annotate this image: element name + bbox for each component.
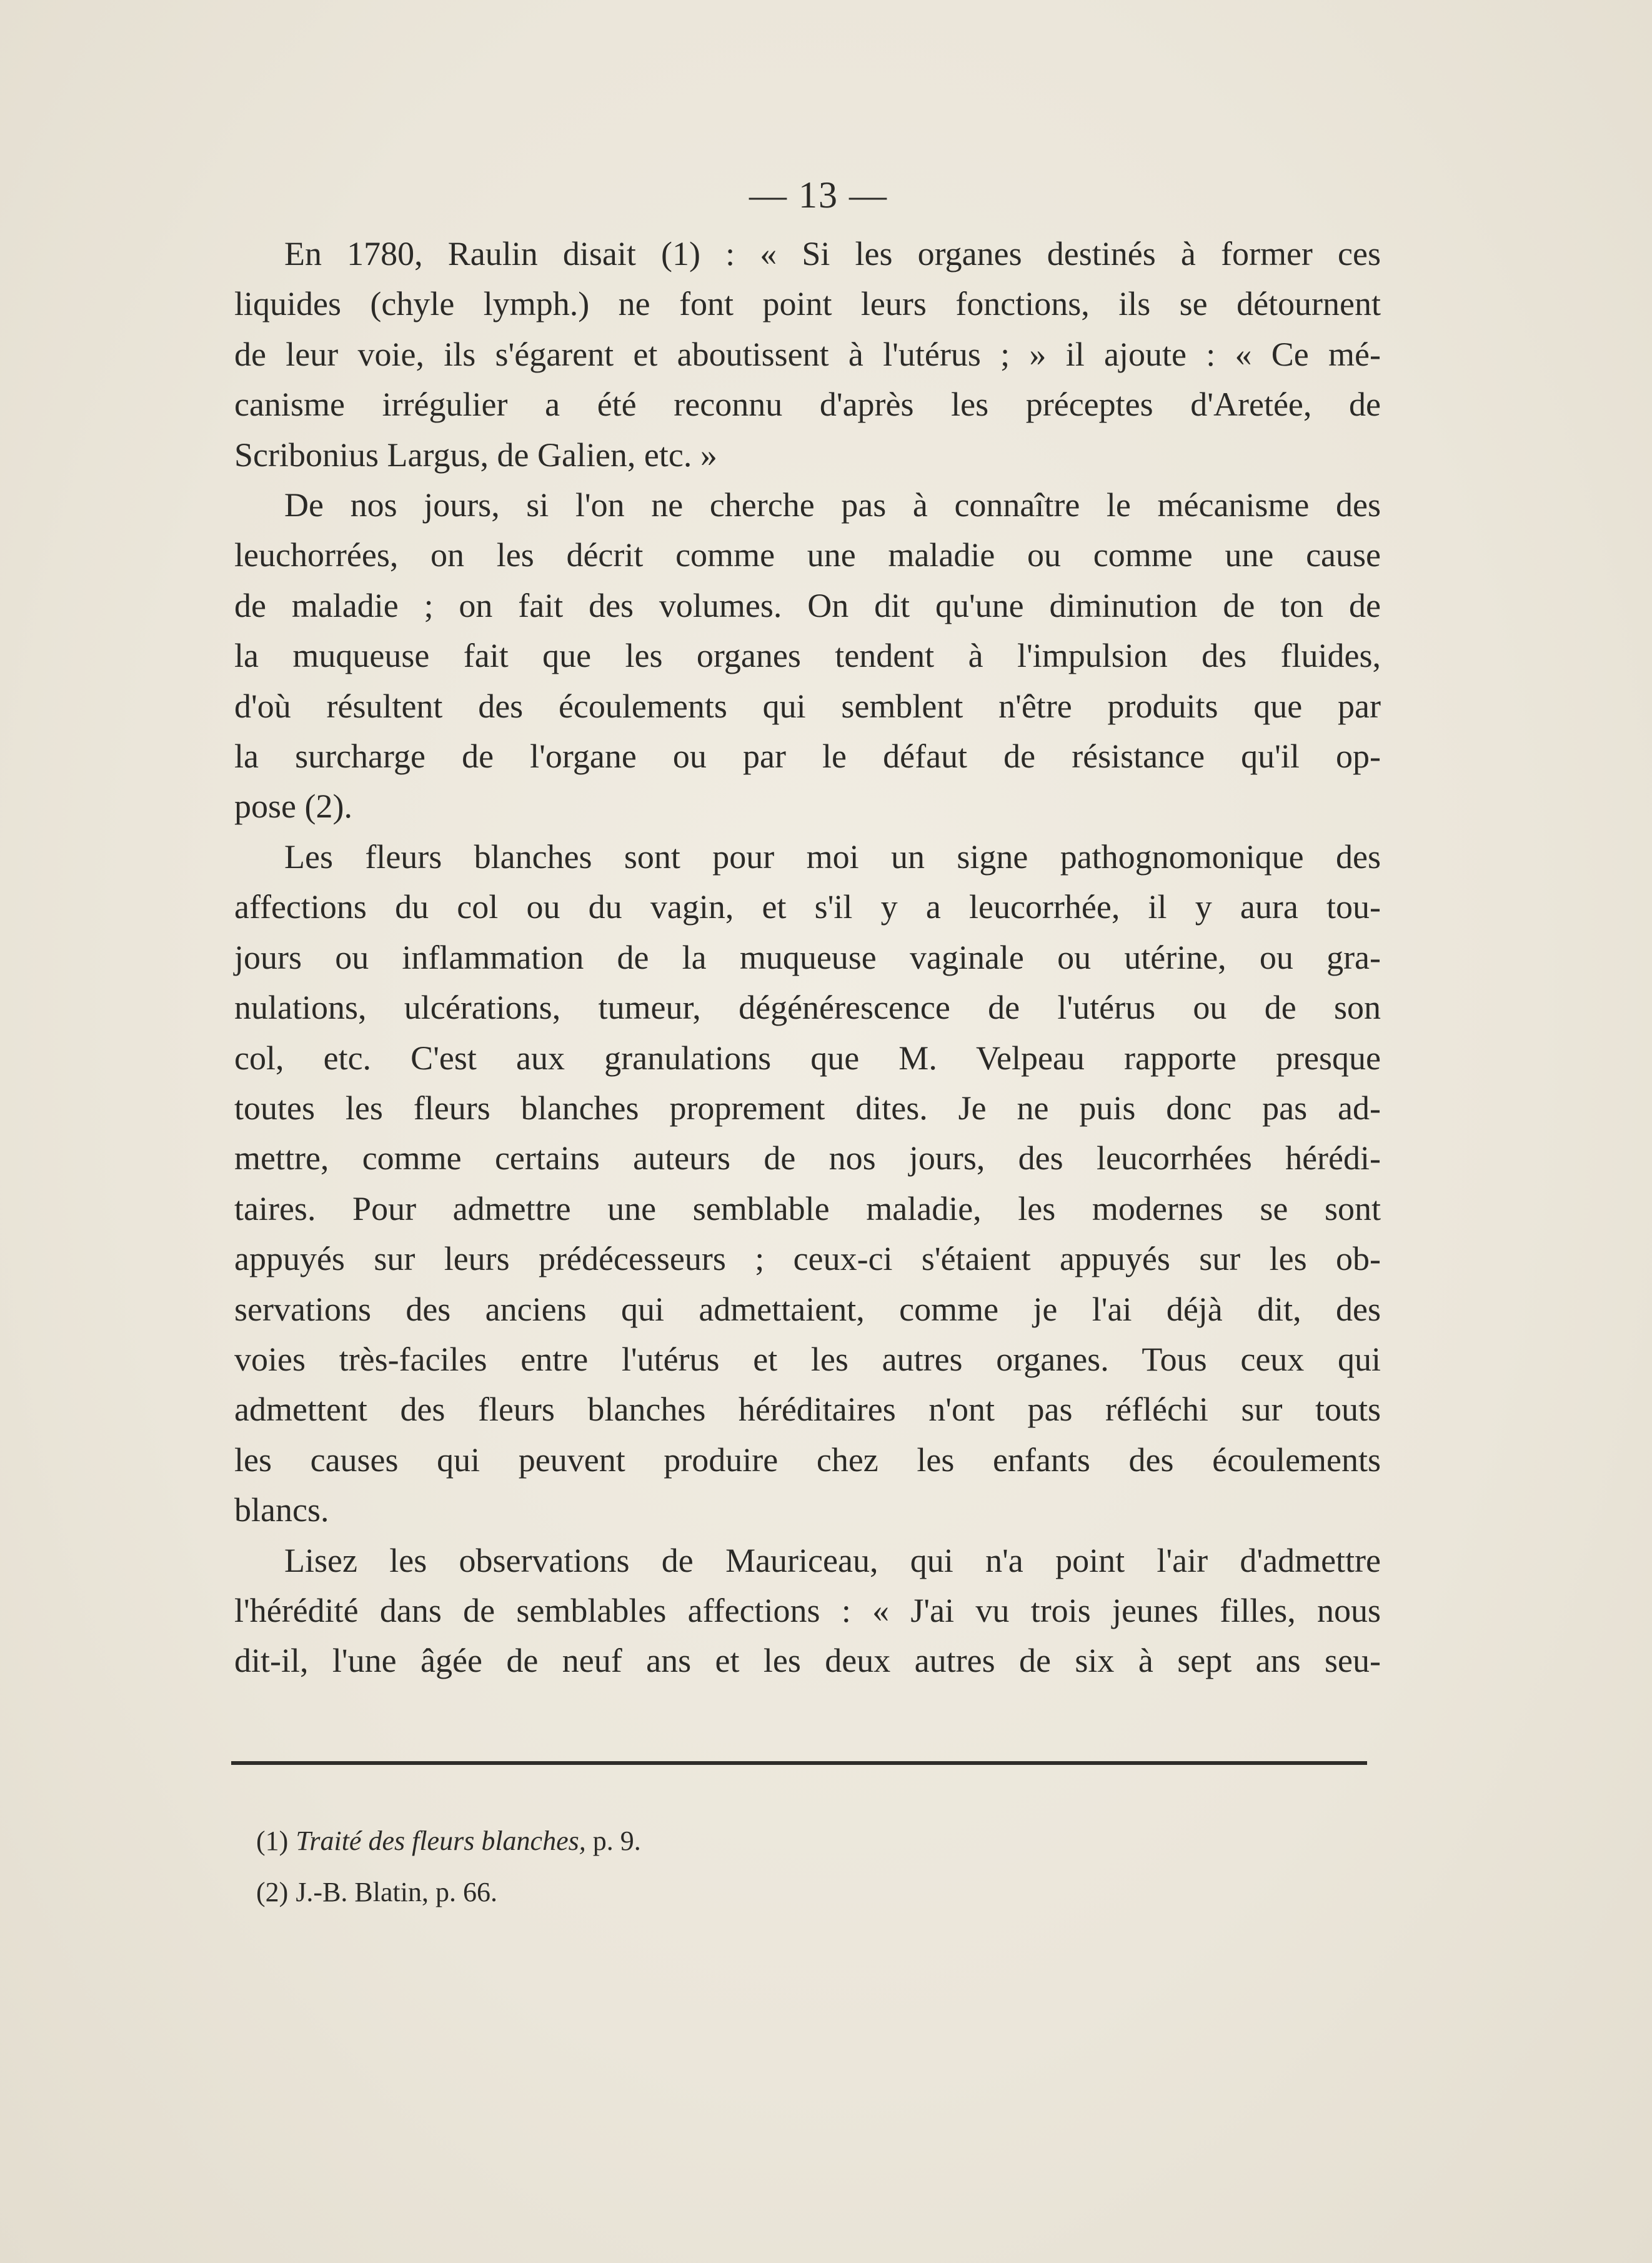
text-line: toutes les fleurs blanches proprement dites. Je ne puis donc pas ad-: [234, 1089, 1381, 1127]
text-line: dit-il, l'une âgée de neuf ans et les deux autres de six à sept ans seu-: [234, 1642, 1381, 1680]
text-line: nulations, ulcérations, tumeur, dégénérescence de l'utérus ou de son: [234, 989, 1381, 1027]
paragraph-4: [234, 1536, 1381, 1686]
text-line: admettent des fleurs blanches héréditaires n'ont pas réfléchi sur touts: [234, 1391, 1381, 1429]
text-line: servations des anciens qui admettaient, comme je l'ai déjà dit, des: [234, 1290, 1381, 1328]
paragraph-3: [234, 832, 1381, 1536]
text-line: la surcharge de l'organe ou par le défaut de résistance qu'il op-: [234, 737, 1381, 776]
text-line: la muqueuse fait que les organes tendent à l'impulsion des fluides,: [234, 637, 1381, 675]
text-line: De nos jours, si l'on ne cherche pas à connaître le mécanisme des: [284, 486, 1381, 524]
text-line: les causes qui peuvent produire chez les enfants des écoulements: [234, 1441, 1381, 1479]
paragraph-2: [234, 480, 1381, 832]
text-line: l'hérédité dans de semblables affections : « J'ai vu trois jeunes filles, nous: [234, 1591, 1381, 1629]
text-line: de maladie ; on fait des volumes. On dit qu'une diminution de ton de: [234, 586, 1381, 624]
body-text: [234, 229, 1381, 1686]
text-line: jours ou inflammation de la muqueuse vaginale ou utérine, ou gra-: [234, 938, 1381, 976]
text-line: Lisez les observations de Mauriceau, qui n'a point l'air d'admettre: [284, 1541, 1381, 1579]
footnote-cited-title: Traité des fleurs blanches,: [296, 1826, 586, 1856]
footnote-reference: p. 9.: [585, 1826, 641, 1856]
text-line: leuchorrées, on les décrit comme une maladie ou comme une cause: [234, 536, 1381, 574]
footnote-separator-rule: [231, 1761, 1367, 1765]
text-line: Scribonius Largus, de Galien, etc. »: [234, 436, 717, 474]
text-line: voies très-faciles entre l'utérus et les autres organes. Tous ceux qui: [234, 1340, 1381, 1378]
text-line: blancs.: [234, 1491, 329, 1529]
text-line: d'où résultent des écoulements qui semblent n'être produits que par: [234, 687, 1381, 725]
text-line: de leur voie, ils s'égarent et aboutissent à l'utérus ; » il ajoute : « Ce mé-: [234, 335, 1381, 373]
text-line: taires. Pour admettre une semblable maladie, les modernes se sont: [234, 1189, 1381, 1227]
footnote-mark: (1): [256, 1826, 289, 1856]
page-number: — 13 —: [749, 174, 888, 216]
text-line: En 1780, Raulin disait (1) : « Si les organes destinés à former ces: [284, 235, 1381, 272]
footnote-reference: J.-B. Blatin, p. 66.: [296, 1877, 497, 1907]
footnotes: [256, 1816, 1131, 1918]
paragraph-1: [234, 229, 1381, 480]
text-line: affections du col ou du vagin, et s'il y a leucorrhée, il y aura tou-: [234, 888, 1381, 926]
footnote-mark: (2): [256, 1877, 289, 1907]
text-line: canisme irrégulier a été reconnu d'après les préceptes d'Aretée, de: [234, 386, 1381, 424]
text-line: pose (2).: [234, 787, 352, 826]
text-line: Les fleurs blanches sont pour moi un signe pathognomonique des: [284, 837, 1381, 876]
text-line: col, etc. C'est aux granulations que M. Velpeau rapporte presque: [234, 1039, 1381, 1077]
footnote-2: [256, 1867, 1131, 1918]
footnote-1: [256, 1816, 1131, 1867]
text-line: liquides (chyle lymph.) ne font point leurs fonctions, ils se détournent: [234, 285, 1381, 323]
text-line: appuyés sur leurs prédécesseurs ; ceux-ci s'étaient appuyés sur les ob-: [234, 1240, 1381, 1278]
text-line: mettre, comme certains auteurs de nos jours, des leucorrhées hérédi-: [234, 1139, 1381, 1177]
